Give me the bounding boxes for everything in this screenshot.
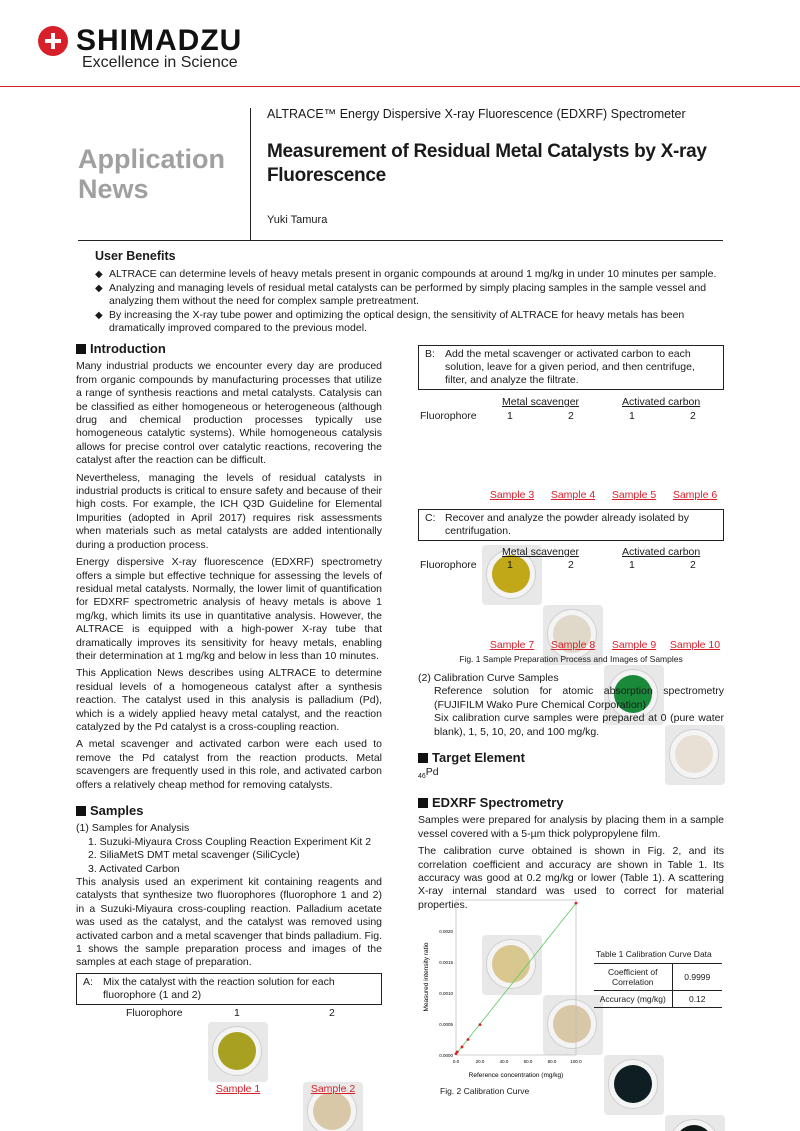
sample-photo [604, 1055, 664, 1115]
fluorophore-label-c: Fluorophore [420, 559, 477, 571]
fluorophore-number: 2 [690, 559, 696, 571]
list-item: 3. Activated Carbon [88, 862, 180, 875]
sample-label: Sample 10 [669, 639, 721, 651]
benefits-list [95, 268, 725, 335]
brand-name: SHIMADZU [76, 24, 243, 57]
square-bullet-icon [418, 798, 428, 808]
samples-paragraph: This analysis used an experiment kit containing reagents and catalysts that synthesize two fluorophores (fluorophore 1 and 2) in a Suzuki-Miyaura cross-coupling reaction. Palladium acetate was used as the catalyst, and the catalyst was removed using activated carbon and a metal scavenger that binds palladium. Fig. 1 shows the sample preparation process and images of the samples at each stage of preparation. [76, 876, 382, 969]
square-bullet-icon [76, 806, 86, 816]
activated-carbon-header: Activated carbon [622, 546, 701, 558]
metal-scavenger-header: Metal scavenger [502, 546, 580, 558]
y-tick-label: 0.0015 [439, 960, 453, 965]
table-row [594, 991, 722, 1008]
step-a-box: A: Mix the catalyst with the reaction solution for each fluorophore (1 and 2) [76, 973, 382, 1005]
brand-logo [38, 24, 242, 58]
header-bottom-rule [78, 240, 723, 241]
fluorophore-number: 1 [507, 559, 513, 571]
sample-label: Sample 3 [489, 489, 535, 501]
table-cell: Accuracy (mg/kg) [594, 991, 672, 1008]
x-tick-label: 60.0 [523, 1059, 533, 1064]
header-divider [0, 86, 800, 87]
list-item: 1. Suzuki-Miyaura Cross Coupling Reaction Experiment Kit 2 [88, 835, 372, 848]
data-point [479, 1023, 482, 1026]
table-row [594, 964, 722, 991]
benefit-item: ◆ ALTRACE can determine levels of heavy metals present in organic compounds at around 1 mg/kg in under 10 minutes per sample. [95, 268, 725, 281]
sample-label: Sample 4 [550, 489, 596, 501]
calibration-curve-chart [420, 895, 590, 1085]
x-tick-label: 80.0 [547, 1059, 557, 1064]
samples-subheading: (1) Samples for Analysis [76, 822, 190, 835]
edxrf-heading: EDXRF Spectrometry [418, 796, 724, 809]
sample-label: Sample 6 [672, 489, 718, 501]
square-bullet-icon [418, 753, 428, 763]
intro-paragraph: Many industrial products we encounter every day are produced from organic compounds by manufacturing processes that utilize a range of synthesis reactions and metal catalysts. Catalysis can be classified as either homogeneous or heterogeneous (although drug and chemical production processes typically use homogeneous catalytic systems). While homogeneous catalysis allows for precise control over catalytic reactions, recovering the catalyst after the reaction can be difficult. [76, 360, 382, 467]
intro-paragraph: Energy dispersive X-ray fluorescence (EDXRF) spectrometry offers a simple but effective technique for assessing the levels of residual metal catalysts. Normally, the lower limit of quantification for EDXRF spectrometric analysis of heavy metals is above 1 mg/kg, which limits its use in quantitative analysis. However, the ALTRACE is equipped with a high-power X-ray tube that dramatically improves its sensitivity for heavy metals, enabling their determination at 1 mg/kg and below in less than 10 minutes. [76, 556, 382, 662]
intro-heading: Introduction [76, 342, 382, 355]
fluorophore-number: 2 [690, 410, 696, 422]
edxrf-paragraph: Samples were prepared for analysis by placing them in a sample vessel covered with a 5-µm thick polypropylene film. [418, 814, 724, 840]
intro-paragraph: Nevertheless, managing the levels of residual catalysts in industrial products is critical to ensure safety and because of their high costs. For example, the ICH Q3D Guideline for Elemental Impurities (adopted in April 2017) requires risk assessments when materials such as metal catalysts are added intentionally during a production process. [76, 471, 382, 551]
step-b-box: B: Add the metal scavenger or activated carbon to each solution, leave for a given period, and then centrifuge, filter, and analyze the filtrate. [418, 345, 724, 390]
intro-paragraph: This Application News describes using ALTRACE to determine residual levels of a homogeneous catalyst after a synthesis reaction. The catalyst used in this analysis is palladium (Pd), which is a widely applied heavy metal catalyst, and the reaction catalyzed by the Pd catalyst is a cross-coupling reaction. [76, 667, 382, 733]
brand-tagline: Excellence in Science [82, 54, 238, 71]
fluorophore-number: 1 [629, 410, 635, 422]
list-item: 2. SiliaMetS DMT metal scavenger (SiliCycle) [88, 849, 300, 862]
y-tick-label: 0.0000 [439, 1053, 453, 1058]
user-benefits [95, 250, 725, 336]
benefit-item: ◆ By increasing the X-ray tube power and optimizing the optical design, the sensitivity of ALTRACE for heavy metals has been dramatically improved compared to the previous model. [95, 309, 725, 335]
figure1-caption: Fig. 1 Sample Preparation Process and Images of Samples [459, 654, 683, 664]
fluorophore-label-b: Fluorophore [420, 410, 477, 422]
calibration-samples-line: Six calibration curve samples were prepared at 0 (pure water blank), 1, 5, 10, 20, and 100 mg/kg. [434, 712, 724, 738]
sample-label: Sample 1 [215, 1083, 261, 1095]
fluorophore-label-a: Fluorophore [126, 1007, 183, 1019]
sample-label: Sample 5 [611, 489, 657, 501]
title-divider [250, 108, 251, 240]
data-point [467, 1038, 470, 1041]
samples-list [76, 836, 382, 876]
target-heading: Target Element [418, 751, 724, 764]
target-element: $_{46}$Pd [418, 766, 439, 781]
table-cell: Coefficient of Correlation [594, 964, 672, 991]
edxrf-paragraph: The calibration curve obtained is shown in Fig. 2, and its correlation coefficient and accuracy are shown in Table 1. Its accuracy was good at 0.2 mg/kg or lower (Table 1). A scattering X-ray internal standard was used to correct for material properties. [418, 845, 724, 911]
fluorophore-number: 2 [568, 410, 574, 422]
sample-label: Sample 2 [310, 1083, 356, 1095]
intro-paragraph: A metal scavenger and activated carbon were each used to remove the Pd catalyst from the reaction products. Metal scavengers are frequently used in this role, and activated carbon offers a relatively cheap method for removing catalysts. [76, 738, 382, 791]
x-tick-label: 0.0 [452, 1059, 460, 1064]
benefits-heading: User Benefits [95, 249, 176, 263]
calibration-samples-line: Reference solution for atomic absorption spectrometry (FUJIFILM Wako Pure Chemical Corporation) [434, 685, 724, 711]
y-tick-label: 0.0005 [439, 1022, 453, 1027]
product-series: ALTRACE™ Energy Dispersive X-ray Fluorescence (EDXRF) Spectrometer [267, 107, 686, 121]
data-point [575, 902, 578, 905]
y-axis-label: Measured intensity ratio [423, 942, 430, 1012]
table-cell: 0.12 [672, 991, 722, 1008]
fluorophore-number: 2 [329, 1007, 335, 1019]
samples-heading: Samples [76, 804, 382, 817]
calibration-table [594, 963, 722, 1008]
fit-line [456, 903, 576, 1054]
benefit-item: ◆ Analyzing and managing levels of residual metal catalysts can be performed by simply placing samples in the sample vessel and analyzing them without the need for complex sample pretreatment. [95, 282, 725, 308]
step-c-box: C: Recover and analyze the powder already isolated by centrifugation. [418, 509, 724, 541]
sample-photo [208, 1022, 268, 1082]
data-point [461, 1046, 464, 1049]
x-tick-label: 20.0 [475, 1059, 485, 1064]
author: Yuki Tamura [267, 214, 328, 226]
y-tick-label: 0.0010 [439, 991, 453, 996]
application-news-label: Application News [78, 144, 225, 204]
sample-label: Sample 8 [550, 639, 596, 651]
sample-photo [665, 1115, 725, 1131]
table-cell: 0.9999 [672, 964, 722, 991]
fluorophore-number: 1 [234, 1007, 240, 1019]
shimadzu-emblem-icon [38, 26, 68, 56]
x-axis-label: Reference concentration (mg/kg) [468, 1072, 564, 1079]
sample-label: Sample 9 [611, 639, 657, 651]
calibration-samples-heading: (2) Calibration Curve Samples [418, 672, 559, 684]
table1-caption: Table 1 Calibration Curve Data [596, 949, 712, 959]
sample-label: Sample 7 [489, 639, 535, 651]
figure2-caption: Fig. 2 Calibration Curve [440, 1086, 530, 1096]
square-bullet-icon [76, 344, 86, 354]
activated-carbon-header: Activated carbon [622, 396, 701, 408]
left-column [76, 342, 382, 974]
fluorophore-number: 1 [629, 559, 635, 571]
metal-scavenger-header: Metal scavenger [502, 396, 580, 408]
page-title: Measurement of Residual Metal Catalysts by X-ray Fluorescence [267, 141, 707, 186]
y-tick-label: 0.0020 [439, 929, 453, 934]
fluorophore-number: 2 [568, 559, 574, 571]
fluorophore-number: 1 [507, 410, 513, 422]
x-tick-label: 100.0 [570, 1059, 582, 1064]
right-column-text [418, 672, 724, 916]
x-tick-label: 40.0 [499, 1059, 509, 1064]
data-point [456, 1051, 459, 1054]
